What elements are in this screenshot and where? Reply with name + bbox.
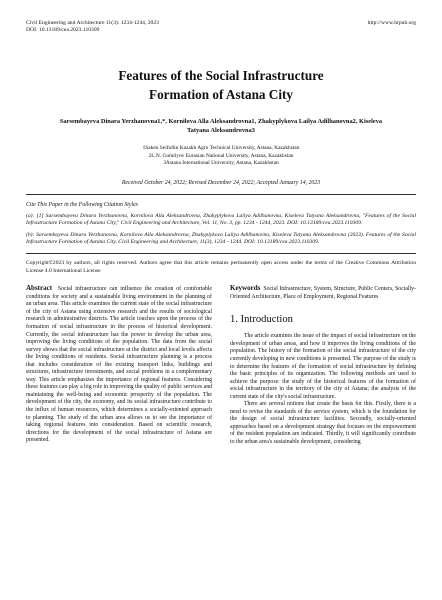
keywords	[230, 285, 416, 301]
keywords-label: Keywords	[230, 284, 261, 293]
history-dates: Received October 24, 2022; Revised December 24, 2022; Accepted January 14, 2023	[121, 179, 321, 186]
right-column	[230, 285, 416, 446]
title-line-2: Formation of Astana City	[149, 87, 293, 102]
citation-style-b: (b): Sarsembayeva Dinara Yerzhanovna, Kornilova Alla Aleksandrovna, Zhakyplykova Lailya Adilhanovna, Kiseleva Tatyana Aleksandrovna (2023). Features of the Social Infrastructure Formation of Astana City. Civil Engineering and Architecture, 11(3), 1234 - 1244. DOI: 10.13189/cea.2023.110309.	[26, 231, 416, 245]
intro-paragraph-1: The article examines the issue of the impact of social infrastructure on the development of urban areas, and how it improves the living conditions of the population. The history of the formation of the social infrastructure of the city currently developing in new conditions is presented. The purpose of the study is to determine the features of the formation of social infrastructure by defining the basic principles of its organization. The following methods are used to achieve the purpose: the study of the historical features of the formation of social infrastructure in the territory of the city of Astana; the analysis of the current state of the city's social infrastructure.	[230, 333, 416, 400]
intro-paragraph-2: There are several notions that create the basis for this. Firstly, there is a need to revise the standards of the service system, which is the foundation for the design of social infrastructure facilities. Secondly, socially-oriented approaches based on a development strategy that focuses on the empowerment of the resident population are indicated. Thirdly, it will significantly contribute to the urban area's sustainable development, considering	[230, 401, 416, 445]
affiliations	[26, 145, 416, 168]
affiliation-2: 2L.N. Gumilyov Eurasian National University, Astana, Kazakhstan	[148, 152, 294, 159]
body-columns	[26, 285, 416, 446]
keywords-text: Social Infrastructure, System, Structure, Public Centers, Socially-Oriented Architecture, Place of Employment, Regional Features	[230, 286, 416, 300]
abstract-label: Abstract	[26, 284, 53, 293]
left-column	[26, 285, 212, 446]
journal-citation: Civil Engineering and Architecture 11(3): 1234-1244, 2023	[26, 20, 159, 26]
abstract	[26, 285, 212, 444]
divider-top	[26, 194, 416, 195]
affiliation-3: 3Astana International University, Astana, Kazakhstan	[163, 160, 279, 167]
introduction-heading: 1. Introduction	[230, 314, 293, 326]
author-list: Sarsembayeva Dinara Yerzhanovna1,*, Kornilova Alla Aleksandrovna1, Zhakyplykova Lailya Adilhanovna2, Kiseleva Tatyana Aleksandrovna3	[59, 118, 383, 134]
divider-bottom	[26, 253, 416, 254]
journal-url[interactable]: http://www.hrpub.org	[367, 20, 416, 26]
copyright-notice: Copyright©2023 by authors, all rights reserved. Authors agree that this article remains permanently open access under the terms of the Creative Commons Attribution License 4.0 International License	[26, 260, 416, 274]
title-line-1: Features of the Social Infrastructure	[118, 68, 324, 83]
abstract-text: Social infrastructure can influence the creation of comfortable conditions for society and a sustainable living environment in the planning of an urban area. This article examines the current state of the social infrastructure of the city of Astana using extensive research and the results of sociological research in administrative districts. The article touches upon the process of the formation of social infrastructure in the process of historical development. Currently, the social infrastructure has the power to develop the urban area, improving the living conditions of the population. The data from the social survey shows that the social infrastructure at the district and local levels affects the living conditions of residents. Social infrastructure planning is a process that includes consideration of the existing transport links, buildings and structures, infrastructure investments, and social problems in a complementary way. This article emphasizes the importance of regional features. Considering these features can play a big role in improving the quality of public services and maintaining the well-being and economic prosperity of the population. The development of the city, the economy, and its social infrastructure contribute to the influx of human resources, which determines a socially-oriented approach to planning. The study of the urban area allows us to see the importance of taking regional features into consideration. Based on scientific research, directions for the development of the social infrastructure of Astana are presented.	[26, 286, 212, 444]
journal-doi: DOI: 10.13189/cea.2023.110309	[26, 27, 100, 33]
paper-title	[26, 66, 416, 104]
affiliation-1: 1Saken Seifullin Kazakh Agro Technical University, Astana, Kazakhstan	[142, 145, 300, 151]
cite-heading: Cite This Paper in the Following Citation Styles	[26, 201, 138, 208]
running-header	[26, 20, 416, 34]
journal-info	[26, 20, 159, 34]
citation-style-a: (a): [1] Sarsembayeva Dinara Yerzhanovna, Kornilova Alla Aleksandrovna, Zhakyplykova Lailya Adilhanovna, Kiseleva Tatyana Aleksandrovna, "Features of the Social Infrastructure Formation of Astana City," Civil Engineering and Architecture, Vol. 11, No. 3, pp. 1234 - 1244, 2023. DOI: 10.13189/cea.2023.110309.	[26, 212, 416, 227]
